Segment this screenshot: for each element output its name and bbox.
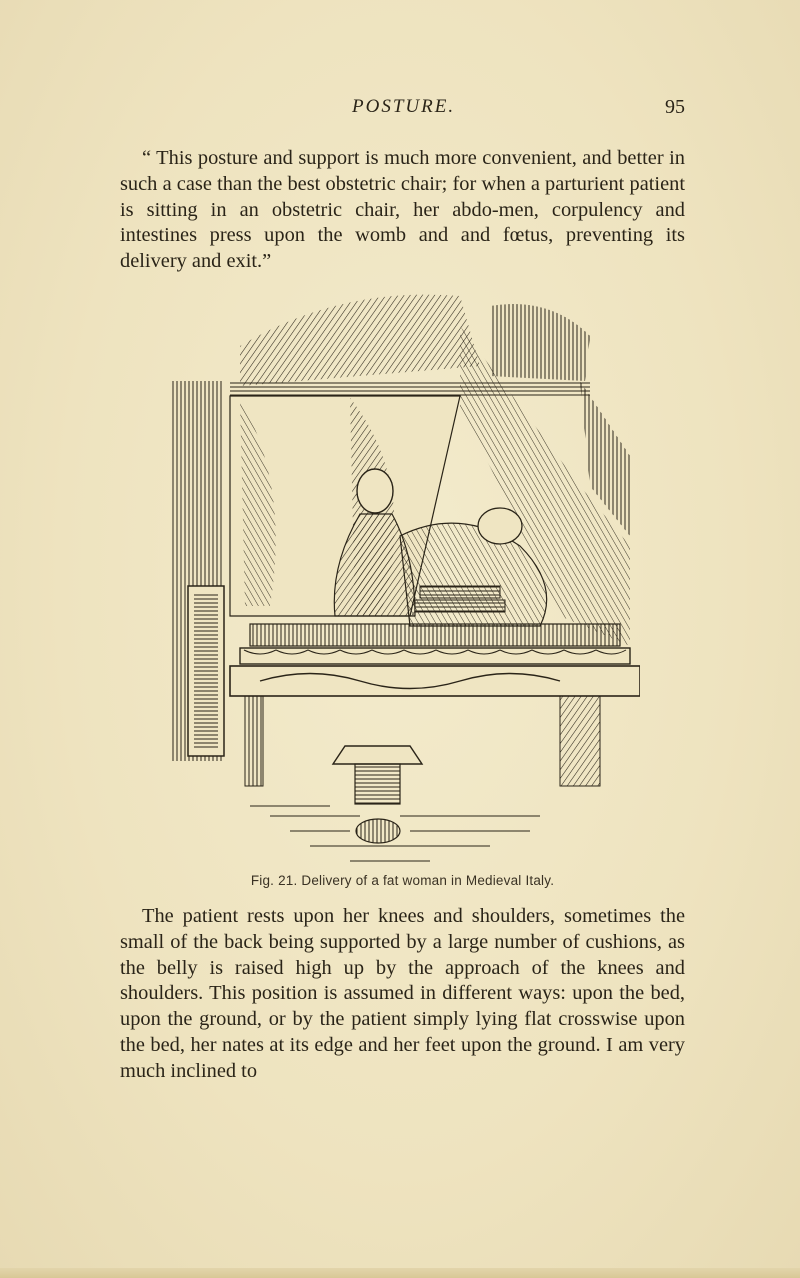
cushion-1 (420, 586, 500, 598)
cushion-2 (415, 600, 505, 612)
attendant-head (357, 469, 393, 513)
canopy-rail (230, 382, 590, 396)
running-title: POSTURE. (352, 96, 456, 117)
bed-valance (250, 624, 620, 646)
left-column-detail (194, 592, 218, 750)
stool-top (333, 746, 422, 764)
stool-column (355, 764, 400, 804)
stool-base (356, 819, 400, 843)
page-number: 95 (665, 96, 685, 118)
bed-base (230, 666, 640, 696)
bed-leg-right (560, 696, 600, 786)
bed-leg-left (245, 696, 263, 786)
canopy-right (490, 304, 590, 381)
running-head (120, 96, 685, 126)
quote-paragraph: “ This posture and support is much more convenient, and better in such a case than the best obstetric chair; for when a parturient patient is sitting in an obstetric chair, her abdo-men, corpulency and intestines press upon the womb and and fœtus, preventing its delivery and exit.” (120, 147, 685, 273)
illustration-delivery-scene (160, 286, 640, 868)
figure-caption: Fig. 21. Delivery of a fat woman in Medieval Italy. (250, 873, 555, 888)
page-edge (0, 1268, 800, 1278)
canopy-left (240, 295, 480, 386)
engraving-illustration (160, 286, 640, 868)
patient-head (478, 508, 522, 544)
body-paragraph: The patient rests upon her knees and shoulders, sometimes the small of the back being supported by a large number of cushions, as the belly is raised high up by the approach of the knees and shoulders. This position is assumed in different ways: upon the bed, upon the ground, or by the patient simply lying flat crosswise upon the bed, her nates at its edge and her feet upon the ground. I am very much inclined to (120, 905, 685, 1082)
